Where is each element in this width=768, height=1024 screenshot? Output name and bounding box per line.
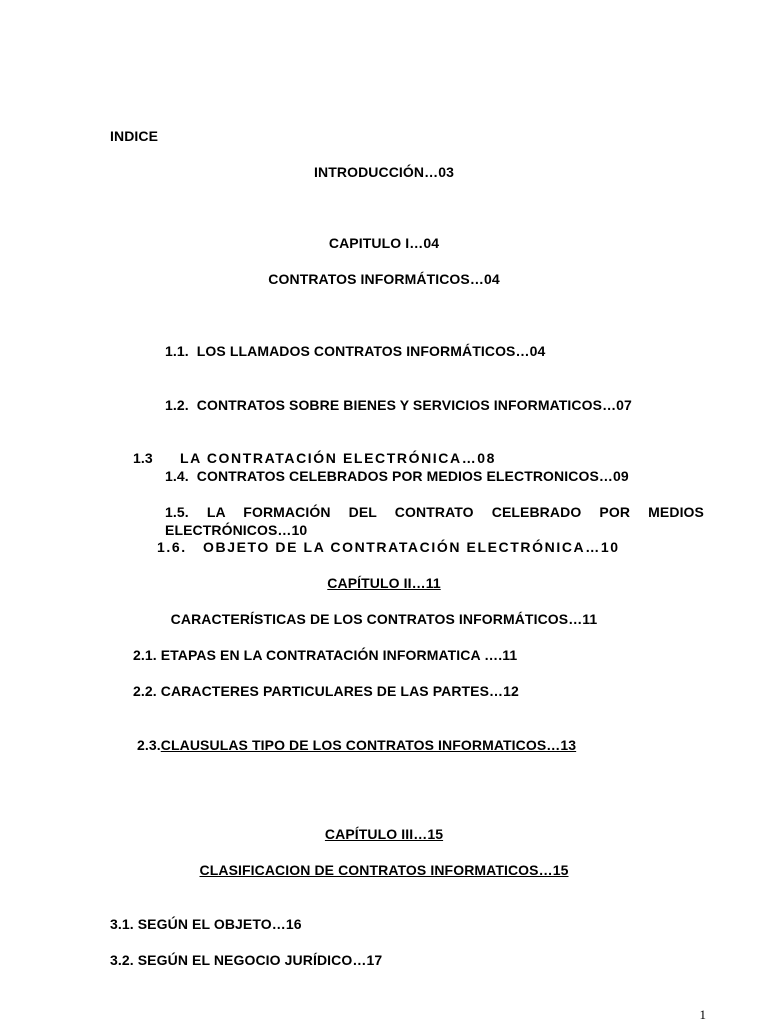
page-number: 1 xyxy=(699,1007,706,1022)
toc-entry-1-5-line1: 1.5. LA FORMACIÓN DEL CONTRATO CELEBRADO POR MEDIOS xyxy=(165,504,704,520)
toc-entry-1-5-line2: ELECTRÓNICOS…10 xyxy=(165,522,308,538)
chapter2-subtitle: CARACTERÍSTICAS DE LOS CONTRATOS INFORMÁTICOS…11 xyxy=(170,611,598,627)
entry-text: CONTRATOS SOBRE BIENES Y SERVICIOS INFORMATICOS…07 xyxy=(196,397,632,413)
toc-entry-1-2 xyxy=(165,397,632,413)
toc-entry-1-6-text: OBJETO DE LA CONTRATACIÓN ELECTRÓNICA…10 xyxy=(203,539,620,555)
chapter1-heading: CAPITULO I…04 xyxy=(328,235,440,251)
entry-text: LOS LLAMADOS CONTRATOS INFORMÁTICOS…04 xyxy=(196,343,546,359)
toc-entry-2-1: 2.1. ETAPAS EN LA CONTRATACIÓN INFORMATICA ….11 xyxy=(133,647,518,663)
entry-number: 1.3 xyxy=(133,450,153,466)
toc-entry-1-1 xyxy=(165,343,545,359)
toc-entry-2-3 xyxy=(137,737,576,753)
toc-entry-1-3-text: LA CONTRATACIÓN ELECTRÓNICA…08 xyxy=(180,450,497,466)
entry-number: 1.4. xyxy=(165,468,189,484)
toc-entry-3-2: 3.2. SEGÚN EL NEGOCIO JURÍDICO…17 xyxy=(110,952,383,968)
index-title: INDICE xyxy=(110,128,159,144)
entry-number: 1.1. xyxy=(165,343,189,359)
chapter2-heading-text: CAPÍTULO II…11 xyxy=(327,575,441,591)
toc-entry-3-1: 3.1. SEGÚN EL OBJETO…16 xyxy=(110,916,302,932)
chapter3-heading-text: CAPÍTULO III…15 xyxy=(324,826,444,842)
chapter2-heading xyxy=(0,575,768,591)
chapter3-subtitle xyxy=(0,862,768,878)
chapter1-subtitle: CONTRATOS INFORMÁTICOS…04 xyxy=(268,271,500,287)
toc-entry-1-3 xyxy=(133,450,153,466)
entry-text: CLAUSULAS TIPO DE LOS CONTRATOS INFORMATICOS…13 xyxy=(160,737,577,753)
toc-entry-2-2: 2.2. CARACTERES PARTICULARES DE LAS PARTES…12 xyxy=(133,683,519,699)
toc-entry-1-4 xyxy=(165,468,629,484)
entry-number: 1.2. xyxy=(165,397,189,413)
chapter3-subtitle-text: CLASIFICACION DE CONTRATOS INFORMATICOS…15 xyxy=(199,862,569,878)
entry-text: CONTRATOS CELEBRADOS POR MEDIOS ELECTRONICOS…09 xyxy=(196,468,629,484)
intro-entry: INTRODUCCIÓN…03 xyxy=(314,164,454,180)
chapter3-heading xyxy=(0,826,768,842)
entry-number: 2.3. xyxy=(137,737,161,753)
toc-entry-1-6-number: 1.6. xyxy=(157,539,187,555)
